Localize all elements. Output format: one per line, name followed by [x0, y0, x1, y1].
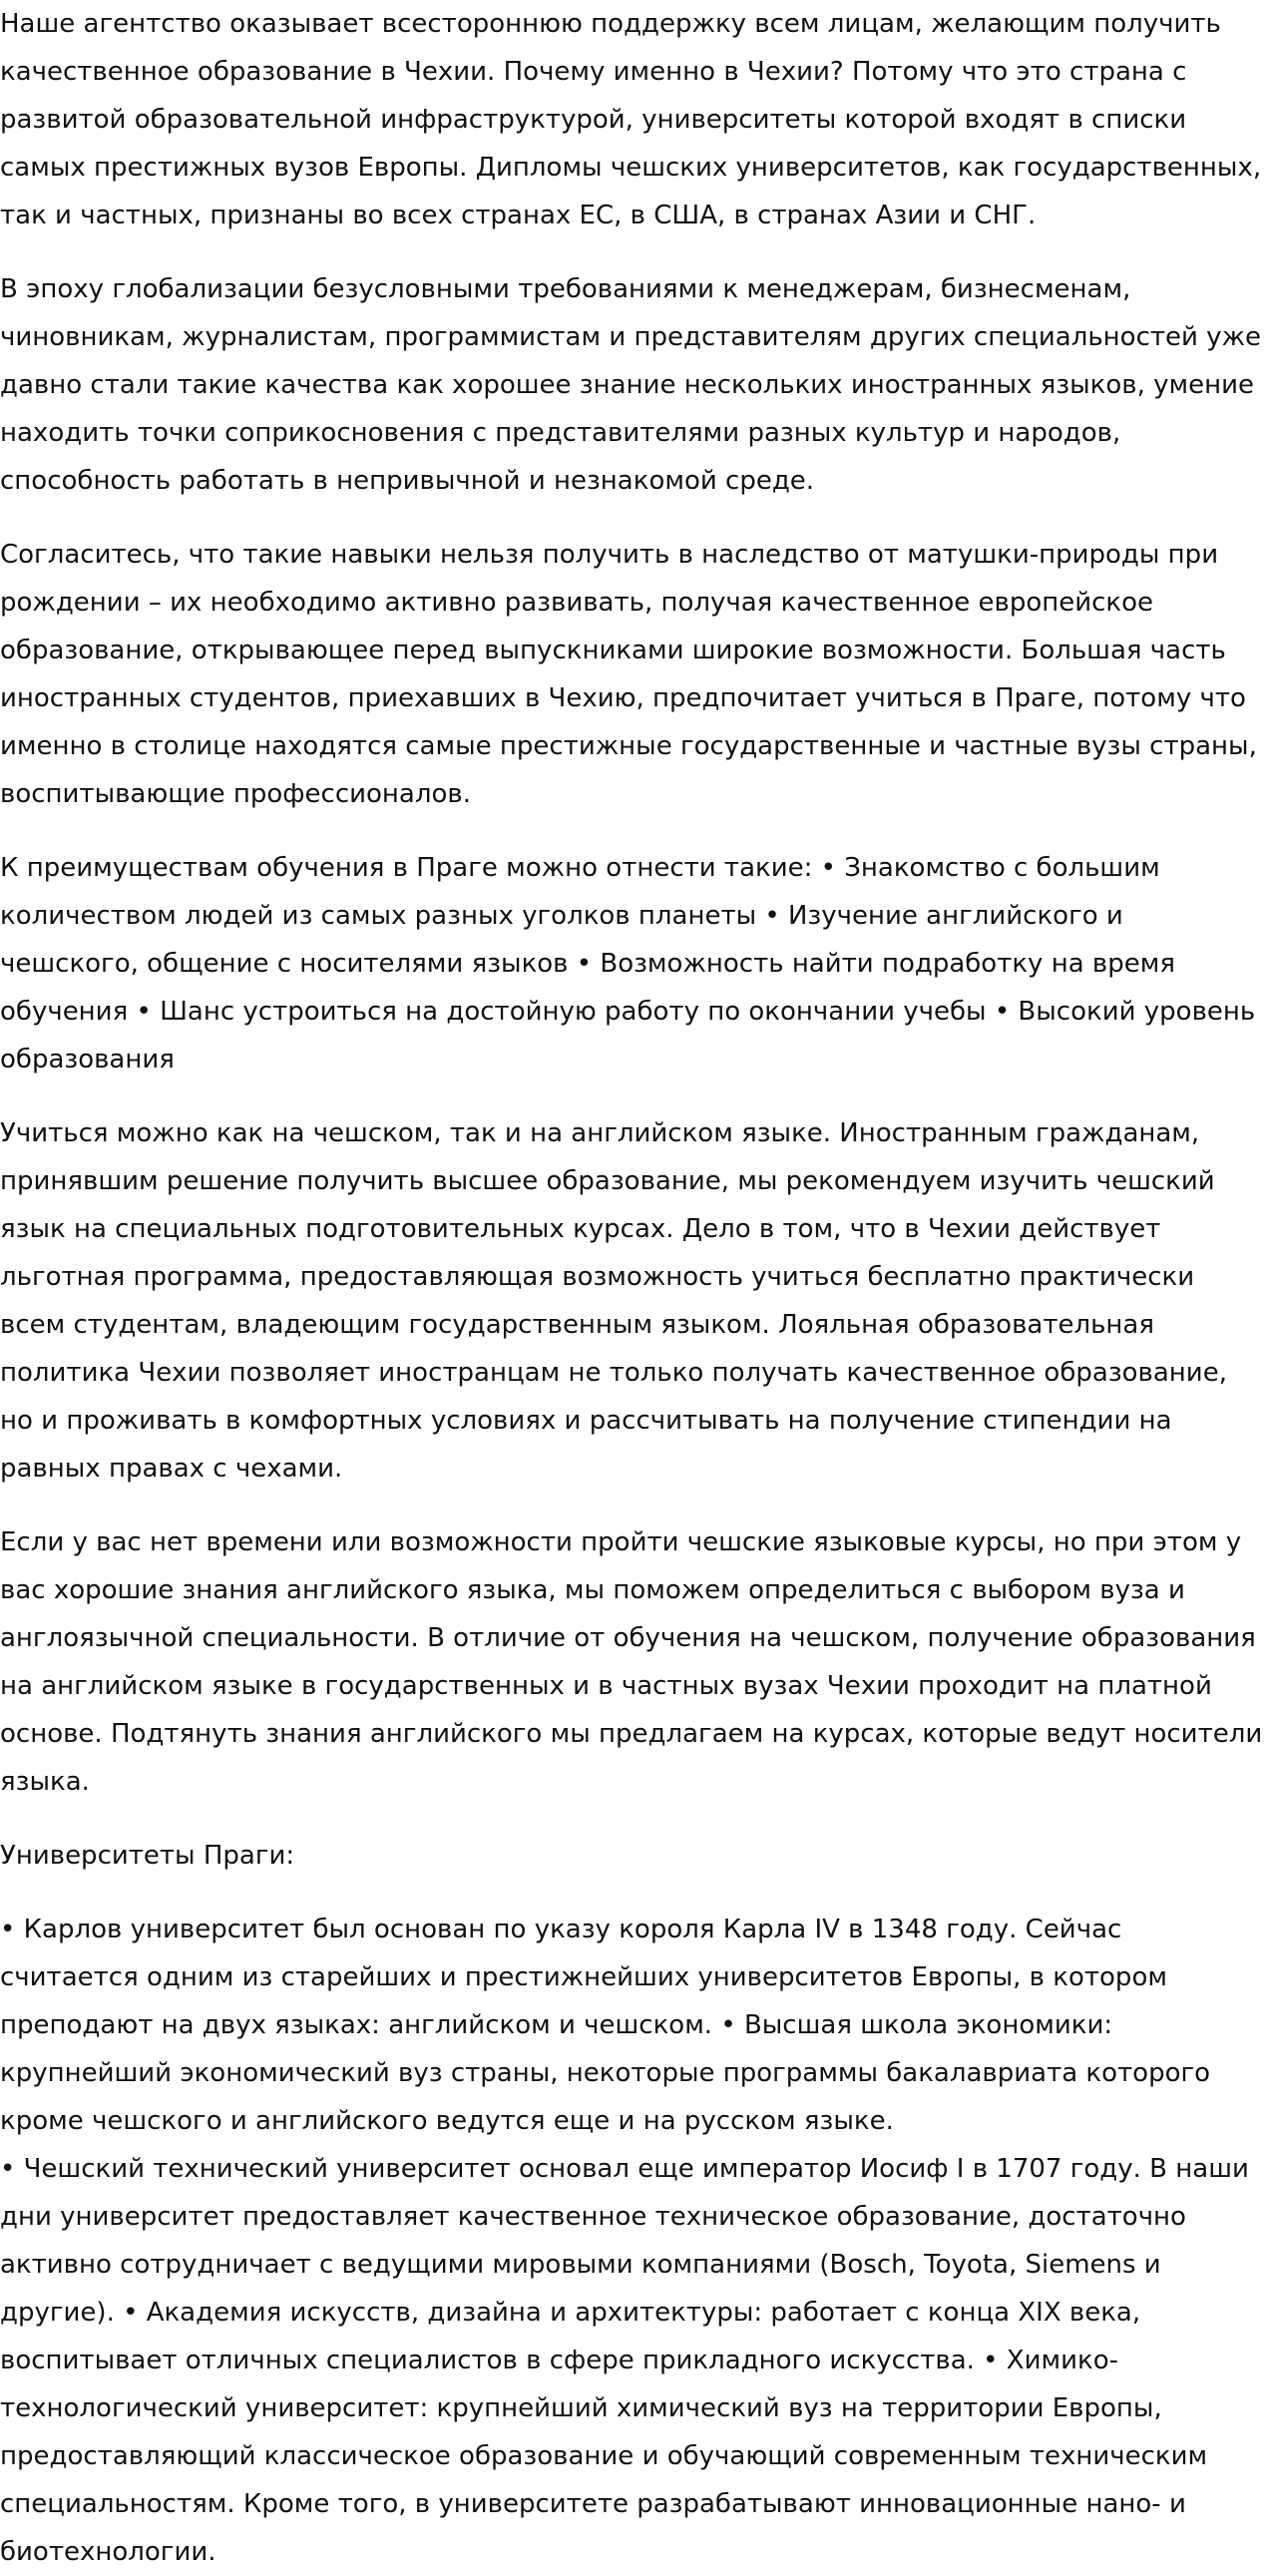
english-paragraph: Если у вас нет времени или возможности пройти чешские языковые курсы, но при этом у вас хорошие знания английского языка, мы поможем определиться с выбором вуза и англоязычной специальности. В отличие от обучения на чешском, получение образования на английском языке в государственных и в частных вузах Чехии проходит на платной основе. Подтянуть знания английского мы предлагаем на курсах, которые ведут носители языка. — [0, 1527, 1263, 1797]
language-paragraph: Учиться можно как на чешском, так и на английском языке. Иностранным гражданам, принявшим решение получить высшее образование, мы рекомендуем изучить чешский язык на специальных подготовительных курсах. Дело в том, что в Чехии действует льготная программа, предоставляющая возможность учиться бесплатно практически всем студентам, владеющим государственным языком. Лояльная образовательная политика Чехии позволяет иностранцам не только получать качественное образование, но и проживать в комфортных условиях и рассчитывать на получение стипендии на равных правах с чехами. — [0, 1118, 1227, 1484]
universities-list-part-2: • Чешский технический университет основал еще император Иосиф I в 1707 году. В наши дни университет предоставляет качественное техническое образование, достаточно активно сотрудничает с ведущими мировыми компаниями (Bosch, Toyota, Siemens и другие). • Академия искусств, дизайна и архитектуры: работает с конца XIX века, воспитывает отличных специалистов в сфере прикладного искусства. • Химико-технологический университет: крупнейший химический вуз на территории Европы, предоставляющий классическое образование и обучающий современным техническим специальностям. Кроме того, в университете разрабатывают инновационные нано- и биотехнологии. — [0, 2154, 1249, 2567]
skills-paragraph: Согласитесь, что такие навыки нельзя получить в наследство от матушки-природы при рождении – их необходимо активно развивать, получая качественное европейское образование, открывающее перед выпускниками широкие возможности. Большая часть иностранных студентов, приехавших в Чехию, предпочитает учиться в Праге, потому что именно в столице находятся самые престижные государственные и частные вузы страны, воспитывающие профессионалов. — [0, 540, 1257, 809]
advantages-paragraph: К преимуществам обучения в Праге можно отнести такие: • Знакомство с большим количеством людей из самых разных уголков планеты • Изучение английского и чешского, общение с носителями языков • Возможность найти подработку на время обучения • Шанс устроиться на достойную работу по окончании учебы • Высокий уровень образования — [0, 853, 1256, 1074]
universities-list-part-1: • Карлов университет был основан по указу короля Карла IV в 1348 году. Сейчас считается одним из старейших и престижнейших университетов Европы, в котором преподают на двух языках: английском и чешском. • Высшая школа экономики: крупнейший экономический вуз страны, некоторые программы бакалавриата которого кроме чешского и английского ведутся еще и на русском языке. — [0, 1915, 1211, 2136]
globalization-paragraph: В эпоху глобализации безусловными требованиями к менеджерам, бизнесменам, чиновникам, журналистам, программистам и представителям других специальностей уже давно стали такие качества как хорошее знание нескольких иностранных языков, умение находить точки соприкосновения с представителями разных культур и народов, способность работать в непривычной и незнакомой среде. — [0, 274, 1261, 496]
intro-paragraph: Наше агентство оказывает всестороннюю поддержку всем лицам, желающим получить качественное образование в Чехии. Почему именно в Чехии? Потому что это страна с развитой образовательной инфраструктурой, университеты которой входят в списки самых престижных вузов Европы. Дипломы чешских университетов, как государственных, так и частных, признаны во всех странах ЕС, в США, в странах Азии и СНГ. — [0, 9, 1262, 230]
universities-heading: Университеты Праги: — [0, 1841, 295, 1871]
